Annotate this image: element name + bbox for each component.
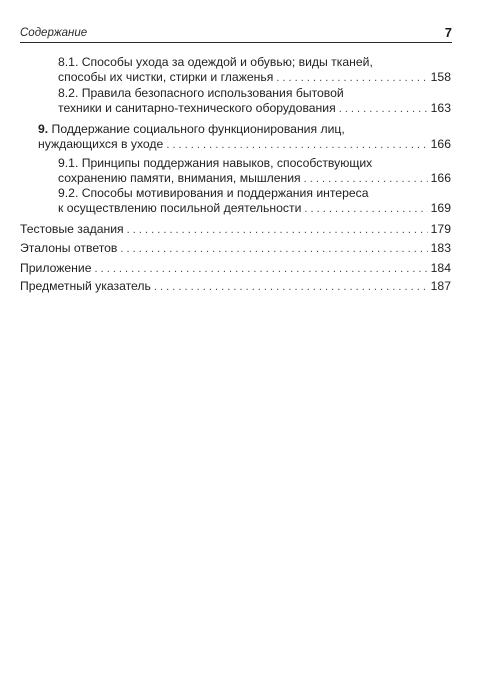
toc-entry-tests — [20, 222, 451, 237]
toc-line — [58, 101, 451, 116]
toc-page-ref: 183 — [430, 241, 451, 255]
toc-line — [38, 122, 451, 137]
dot-leader — [127, 223, 428, 237]
toc-page-ref: 169 — [430, 201, 451, 215]
toc-entry-9-1 — [58, 156, 451, 186]
dot-leader — [120, 242, 427, 256]
toc-entry-answers — [20, 241, 451, 256]
toc-page-ref: 184 — [430, 261, 451, 275]
toc-page-ref: 179 — [430, 222, 451, 236]
toc-entry-9-2 — [58, 186, 451, 216]
toc-line — [38, 137, 451, 152]
toc-line — [58, 156, 451, 171]
toc-entry-title: Поддержание социального функционирования лиц, — [48, 122, 345, 136]
toc-entry-title-cont: сохранению памяти, внимания, мышления — [58, 171, 301, 185]
toc-entry-title: 8.1. Способы ухода за одеждой и обувью; виды тканей, — [58, 55, 373, 69]
toc-entry-title: Тестовые задания — [20, 222, 124, 236]
toc-entry-index — [20, 279, 451, 294]
dot-leader — [154, 280, 428, 294]
dot-leader — [304, 172, 428, 186]
toc-entry-title: Приложение — [20, 261, 92, 275]
toc-line — [20, 241, 451, 256]
toc-page-ref: 166 — [430, 171, 451, 185]
toc-entry-title: 8.2. Правила безопасного использования бытовой — [58, 86, 344, 100]
toc-page-ref: 187 — [430, 279, 451, 293]
toc-entry-title-wrap — [38, 122, 345, 137]
toc-page-ref: 163 — [430, 101, 451, 115]
toc-page-ref: 158 — [430, 70, 451, 84]
toc-line — [58, 86, 451, 101]
toc-line — [20, 279, 451, 294]
dot-leader — [304, 202, 427, 216]
toc-entry-title-cont: к осуществлению посильной деятельности — [58, 201, 302, 215]
toc-line — [58, 201, 451, 216]
toc-line — [20, 261, 451, 276]
running-title: Содержание — [20, 27, 88, 39]
toc-entry-8-1 — [58, 55, 451, 85]
dot-leader — [276, 71, 427, 85]
toc-line — [58, 55, 451, 70]
dot-leader — [166, 138, 427, 152]
chapter-number: 9. — [38, 122, 49, 136]
toc-entry-title-cont: нуждающихся в уходе — [38, 137, 164, 151]
toc-entry-appendix — [20, 261, 451, 276]
dot-leader — [339, 102, 428, 116]
toc-entry-title: Предметный указатель — [20, 279, 151, 293]
toc-line — [58, 171, 451, 186]
toc-page-ref: 166 — [430, 137, 451, 151]
toc-entry-title: 9.1. Принципы поддержания навыков, способствующих — [58, 156, 373, 170]
toc-entry-title-cont: техники и санитарно-технического оборудования — [58, 101, 336, 115]
toc-entry-chapter-9 — [38, 122, 451, 152]
toc-entry-title: Эталоны ответов — [20, 241, 118, 255]
toc-line — [20, 222, 451, 237]
toc-line — [58, 186, 451, 201]
toc-line — [58, 70, 451, 85]
toc-entry-title: 9.2. Способы мотивирования и поддержания интереса — [58, 186, 369, 200]
toc-entry-8-2 — [58, 86, 451, 116]
toc-entry-title-cont: способы их чистки, стирки и глаженья — [58, 70, 274, 84]
dot-leader — [94, 262, 427, 276]
page-header — [20, 26, 452, 43]
page-number: 7 — [444, 25, 452, 40]
